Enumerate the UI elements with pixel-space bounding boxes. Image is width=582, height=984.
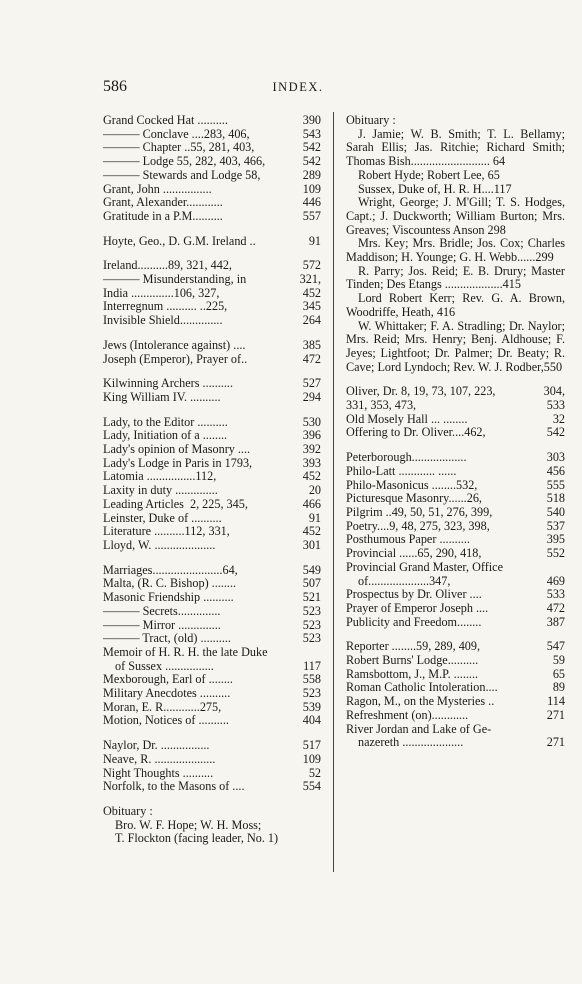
entry-page-ref: 264	[302, 314, 321, 328]
index-entry	[103, 832, 321, 846]
entry-text: ——— Lodge 55, 282, 403, 466,	[103, 155, 266, 169]
entry-page-ref: 472	[546, 601, 565, 615]
entry-text: of Sussex ................	[115, 659, 214, 673]
obituary-entry: Wright, George; J. M'Gill; T. S. Hodges, Capt.; J. Duckworth; William Burton; Mrs. Greaves; Viscountess Anson 298	[346, 195, 565, 237]
entry-page-ref: 109	[302, 752, 321, 766]
index-entry	[346, 385, 565, 399]
index-entry	[103, 577, 321, 591]
entry-text: Ragon, M., on the Mysteries ..	[346, 695, 495, 709]
entry-text: Ramsbottom, J., M.P. ........	[346, 667, 479, 681]
entry-text: ——— Misunderstanding, in	[103, 273, 247, 287]
entry-text: Philo-Masonicus ........532,	[346, 478, 478, 492]
entry-text: Grant, Alexander............	[103, 196, 223, 210]
entry-text: Interregnum .......... ..225,	[103, 300, 228, 314]
index-entry	[346, 561, 565, 575]
entry-page-ref: 271	[546, 708, 565, 722]
index-entry	[103, 183, 321, 197]
index-entry	[103, 591, 321, 605]
entry-page-ref: 523	[302, 687, 321, 701]
entry-text: Publicity and Freedom........	[346, 615, 482, 629]
entry-page-ref: 301	[302, 538, 321, 552]
entry-page-ref: 539	[302, 700, 321, 714]
index-entry	[103, 314, 321, 328]
entry-page-ref: 572	[302, 259, 321, 273]
entry-text: Ireland..........89, 321, 442,	[103, 259, 232, 273]
index-entry	[103, 259, 321, 273]
entry-text: Laxity in duty ..............	[103, 484, 218, 498]
entry-page-ref: 52	[308, 766, 321, 780]
entry-page-ref: 289	[302, 168, 321, 182]
index-entry	[103, 484, 321, 498]
index-entry	[346, 709, 565, 723]
entry-page-ref: 65	[552, 667, 565, 681]
entry-page-ref: 537	[546, 519, 565, 533]
index-entry	[103, 539, 321, 553]
entry-page-ref: 507	[302, 577, 321, 591]
index-entry	[103, 673, 321, 687]
index-entry	[346, 654, 565, 668]
page-number: 586	[103, 78, 127, 95]
entry-page-ref: 533	[546, 399, 565, 413]
entry-text: ——— Chapter ..55, 281, 403,	[103, 141, 255, 155]
entry-page-ref: 452	[302, 470, 321, 484]
index-entry	[346, 736, 565, 750]
entry-text: Grant, John ................	[103, 182, 212, 196]
entry-page-ref: 404	[302, 714, 321, 728]
index-entries-right	[346, 385, 565, 750]
entry-page-ref: 527	[302, 377, 321, 391]
index-entry	[103, 714, 321, 728]
entry-text: Refreshment (on)............	[346, 708, 469, 722]
entry-text: Naylor, Dr. ................	[103, 739, 210, 753]
entry-text: nazereth ....................	[358, 736, 464, 750]
column-divider	[333, 112, 334, 872]
entry-text: Old Mosely Hall ... ........	[346, 412, 468, 426]
entry-page-ref: 523	[302, 632, 321, 646]
entry-page-ref: 321,	[299, 273, 321, 287]
entry-page-ref: 387	[546, 615, 565, 629]
entry-text: Masonic Friendship ..........	[103, 591, 234, 605]
index-entry	[103, 300, 321, 314]
entry-page-ref: 472	[302, 352, 321, 366]
index-entry	[103, 512, 321, 526]
entry-text: Leinster, Duke of ..........	[103, 511, 222, 525]
index-entry	[346, 413, 565, 427]
index-entry	[103, 273, 321, 287]
entry-page-ref: 523	[302, 604, 321, 618]
entry-text: Offering to Dr. Oliver....462,	[346, 426, 486, 440]
index-entry	[346, 533, 565, 547]
entry-text: Lady, to the Editor ..........	[103, 415, 228, 429]
index-entry	[346, 506, 565, 520]
entry-page-ref: 396	[302, 429, 321, 443]
entry-text: Motion, Notices of ..........	[103, 714, 229, 728]
entry-page-ref: 466	[302, 497, 321, 511]
index-entry	[103, 564, 321, 578]
entry-text: Mexborough, Earl of ........	[103, 673, 233, 687]
obituary-entry: Mrs. Key; Mrs. Bridle; Jos. Cox; Charles Maddison; H. Younge; G. H. Webb......299	[346, 236, 565, 265]
index-entry	[346, 547, 565, 561]
entry-page-ref: 540	[546, 505, 565, 519]
index-entry	[346, 451, 565, 465]
index-entry	[103, 128, 321, 142]
obituary-entry: J. Jamie; W. B. Smith; T. L. Bellamy; Sarah Ellis; Jas. Ritchie; Richard Smith; Thomas Bish.......................... 64	[346, 126, 565, 169]
entry-page-ref: 89	[552, 681, 565, 695]
index-entry	[103, 470, 321, 484]
entry-page-ref: 59	[552, 654, 565, 668]
entry-text: ——— Conclave ....283, 406,	[103, 127, 250, 141]
entry-text: Reporter ........59, 289, 409,	[346, 640, 481, 654]
entry-page-ref: 20	[308, 484, 321, 498]
entry-text: Literature ..........112, 331,	[103, 525, 230, 539]
entry-text: T. Flockton (facing leader, No. 1)	[115, 832, 279, 846]
entry-text: River Jordan and Lake of Ge-	[346, 722, 492, 736]
entry-text: Joseph (Emperor), Prayer of..	[103, 352, 248, 366]
entry-text: Pilgrim ..49, 50, 51, 276, 399,	[346, 505, 493, 519]
index-entry	[346, 520, 565, 534]
entry-text: King William IV. ..........	[103, 390, 221, 404]
entry-text: Robert Burns' Lodge..........	[346, 654, 479, 668]
obituary-entry: Robert Hyde; Robert Lee, 65	[358, 167, 500, 182]
index-entry	[346, 602, 565, 616]
entry-text: Prayer of Emperor Joseph ....	[346, 601, 489, 615]
entry-text: of....................347,	[358, 574, 451, 588]
entry-text: Leading Articles 2, 225, 345,	[103, 497, 248, 511]
index-entry	[103, 739, 321, 753]
index-entry	[103, 196, 321, 210]
entry-text: Malta, (R. C. Bishop) ........	[103, 577, 237, 591]
entry-page-ref: 390	[302, 114, 321, 127]
entry-text: Provincial Grand Master, Office	[346, 560, 503, 574]
entry-text: ——— Secrets..............	[103, 604, 221, 618]
entry-page-ref: 303	[546, 451, 565, 465]
index-entry	[346, 723, 565, 737]
entry-text: Night Thoughts ..........	[103, 766, 214, 780]
entry-text: ——— Tract, (old) ..........	[103, 632, 231, 646]
entry-text: ——— Stewards and Lodge 58,	[103, 168, 261, 182]
entry-text: Neave, R. ....................	[103, 752, 216, 766]
obituary-entry: R. Parry; Jos. Reid; E. B. Drury; Master Tinden; Des Etangs ...................415	[346, 263, 565, 292]
index-entry	[346, 681, 565, 695]
index-entry	[346, 479, 565, 493]
page-title: INDEX.	[272, 80, 324, 94]
index-entry	[346, 695, 565, 709]
index-entry	[346, 575, 565, 589]
entry-text: Lloyd, W. ....................	[103, 538, 216, 552]
index-entry	[103, 114, 321, 128]
entry-page-ref: 547	[546, 640, 565, 654]
entry-page-ref: 517	[302, 739, 321, 753]
entry-page-ref: 555	[546, 478, 565, 492]
index-entry	[103, 353, 321, 367]
entry-page-ref: 393	[302, 456, 321, 470]
index-entry	[103, 169, 321, 183]
entry-text: Military Anecdotes ..........	[103, 687, 231, 701]
entry-text: Hoyte, Geo., D. G.M. Ireland ..	[103, 234, 256, 248]
index-entry	[103, 767, 321, 781]
obituary-entry: Lord Robert Kerr; Rev. G. A. Brown, Woodriffe, Heath, 416	[346, 291, 565, 319]
index-entry	[103, 235, 321, 249]
entry-page-ref: 533	[546, 588, 565, 602]
index-entry	[103, 701, 321, 715]
entry-page-ref: 542	[302, 155, 321, 169]
entry-text: Kilwinning Archers ..........	[103, 377, 233, 391]
index-entry	[346, 492, 565, 506]
index-entry	[103, 687, 321, 701]
entry-page-ref: 446	[302, 196, 321, 210]
index-entry	[103, 498, 321, 512]
entry-text: Picturesque Masonry......26,	[346, 492, 482, 506]
index-column-left	[103, 114, 321, 846]
entry-text: Poetry....9, 48, 275, 323, 398,	[346, 519, 490, 533]
entry-page-ref: 294	[302, 390, 321, 404]
index-entry	[103, 339, 321, 353]
index-entry	[103, 141, 321, 155]
entry-page-ref: 523	[302, 618, 321, 632]
entry-page-ref: 542	[546, 426, 565, 440]
obituary-entries	[346, 128, 565, 375]
entry-text: Roman Catholic Intoleration....	[346, 681, 498, 695]
entry-text: Gratitude in a P.M..........	[103, 209, 223, 223]
entry-text: Invisible Shield..............	[103, 314, 223, 328]
entry-text: Philo-Latt ............ ......	[346, 464, 457, 478]
entry-page-ref: 392	[302, 443, 321, 457]
index-entry	[103, 155, 321, 169]
index-entry	[103, 525, 321, 539]
entry-page-ref: 543	[302, 127, 321, 141]
entry-page-ref: 552	[546, 547, 565, 561]
index-entry	[103, 416, 321, 430]
index-entry	[103, 391, 321, 405]
entry-text: Lady's Lodge in Paris in 1793,	[103, 456, 253, 470]
entry-page-ref: 518	[546, 492, 565, 506]
entry-text: Lady, Initiation of a ........	[103, 429, 228, 443]
entry-text: Memoir of H. R. H. the late Duke	[103, 645, 268, 659]
obituary-heading: Obituary :	[346, 114, 396, 127]
entry-text: Moran, E. R............275,	[103, 700, 222, 714]
index-entry	[103, 780, 321, 794]
index-entry	[346, 640, 565, 654]
entry-text: Provincial ......65, 290, 418,	[346, 547, 482, 561]
entry-text: 331, 353, 473,	[346, 399, 417, 413]
obituary-entry: W. Whittaker; F. A. Stradling; Dr. Naylor; Mrs. Reid; Mrs. Henry; Benj. Aldhouse; F. Jeyes; Lightfoot; Dr. Palmer; Dr. Beaty; R. Cave; Lord Lyndoch; Rev. W. J. Rodber,550	[346, 318, 565, 374]
entry-page-ref: 469	[546, 574, 565, 588]
entry-text: Prospectus by Dr. Oliver ....	[346, 588, 482, 602]
entry-page-ref: 542	[302, 141, 321, 155]
index-entry	[346, 588, 565, 602]
entry-page-ref: 557	[302, 209, 321, 223]
entry-page-ref: 32	[552, 412, 565, 426]
entry-text: India ..............106, 327,	[103, 286, 223, 300]
index-entry	[103, 753, 321, 767]
index-entry	[103, 646, 321, 660]
entry-page-ref: 456	[546, 464, 565, 478]
index-entry	[103, 819, 321, 833]
entry-text: Lady's opinion of Masonry ....	[103, 443, 251, 457]
page-header	[103, 78, 493, 100]
entry-page-ref: 452	[302, 525, 321, 539]
entry-page-ref: 345	[302, 300, 321, 314]
entry-text: Marriages.......................64,	[103, 563, 238, 577]
index-entry	[103, 619, 321, 633]
entry-text: Posthumous Paper ..........	[346, 533, 470, 547]
index-entry	[346, 399, 565, 413]
index-entry	[346, 426, 565, 440]
entry-text: Bro. W. F. Hope; W. H. Moss;	[115, 818, 262, 832]
index-entry	[103, 210, 321, 224]
index-entry	[103, 377, 321, 391]
entry-page-ref: 558	[302, 673, 321, 687]
index-column-right	[346, 114, 565, 750]
index-entry	[103, 287, 321, 301]
index-entry	[103, 632, 321, 646]
index-entry	[103, 429, 321, 443]
index-entry	[346, 616, 565, 630]
index-entry	[103, 805, 321, 819]
index-entry	[346, 465, 565, 479]
entry-page-ref: 91	[308, 234, 321, 248]
entry-page-ref: 109	[302, 182, 321, 196]
entry-text: ——— Mirror ..............	[103, 618, 221, 632]
entry-text: Grand Cocked Hat ..........	[103, 114, 228, 127]
entry-page-ref: 554	[302, 780, 321, 794]
entry-text: Latomia ................112,	[103, 470, 217, 484]
entry-page-ref: 91	[308, 511, 321, 525]
entry-page-ref: 114	[547, 695, 565, 709]
entry-text: Obituary :	[103, 804, 153, 818]
entry-text: Norfolk, to the Masons of ....	[103, 780, 245, 794]
index-entry	[103, 660, 321, 674]
entry-page-ref: 395	[546, 533, 565, 547]
index-entry	[103, 457, 321, 471]
index-entry	[103, 443, 321, 457]
index-entry	[103, 605, 321, 619]
index-entry	[346, 668, 565, 682]
entry-page-ref: 530	[302, 415, 321, 429]
entry-page-ref: 117	[303, 659, 321, 673]
entry-text: Jews (Intolerance against) ....	[103, 338, 246, 352]
entry-page-ref: 521	[302, 591, 321, 605]
entry-page-ref: 271	[546, 736, 565, 750]
obituary-entry: Sussex, Duke of, H. R. H....117	[358, 181, 512, 196]
entry-page-ref: 549	[302, 563, 321, 577]
entry-text: Peterborough..................	[346, 451, 467, 465]
entry-page-ref: 385	[302, 338, 321, 352]
entry-page-ref: 304,	[543, 385, 565, 399]
entry-text: Oliver, Dr. 8, 19, 73, 107, 223,	[346, 385, 496, 399]
entry-page-ref: 452	[302, 286, 321, 300]
